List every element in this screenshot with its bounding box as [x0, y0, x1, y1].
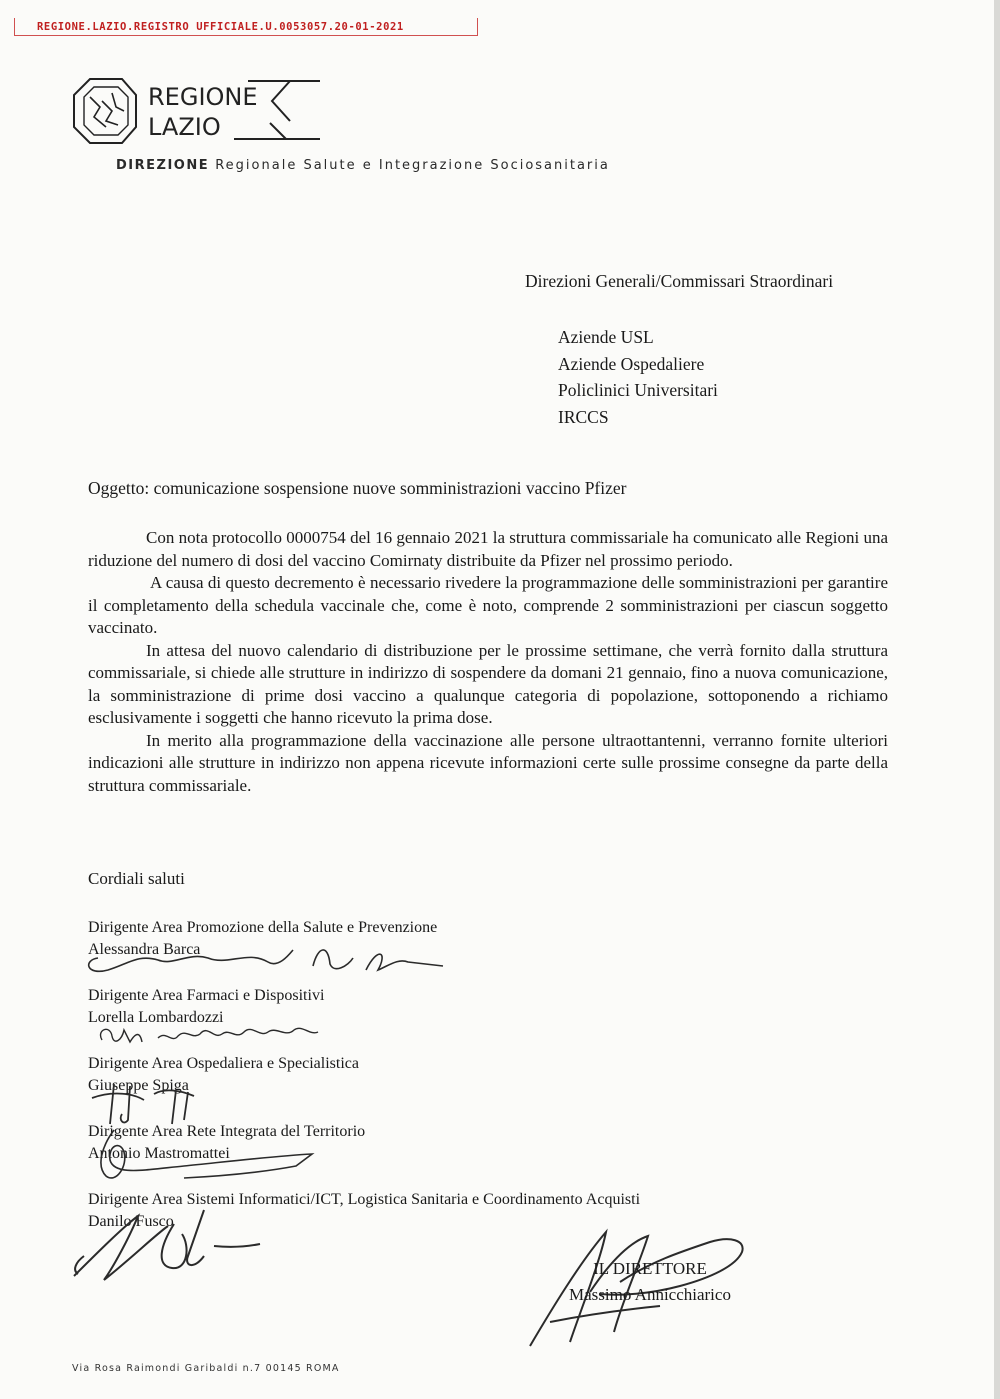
- logo-line-1: REGIONE: [148, 83, 258, 111]
- signatory-name: Antonio Mastromattei: [88, 1145, 230, 1162]
- recipient-item: Policlinici Universitari: [558, 380, 718, 400]
- director-signature-block: [520, 1256, 780, 1308]
- region-emblem-icon: [74, 79, 136, 143]
- footer-address: Via Rosa Raimondi Garibaldi n.7 00145 ROMA: [72, 1363, 340, 1374]
- signatory-block: [88, 917, 437, 961]
- protocol-stamp: REGIONE.LAZIO.REGISTRO UFFICIALE.U.0053057.20-01-2021: [14, 18, 478, 36]
- subject-line: Oggetto: comunicazione sospensione nuove somministrazioni vaccino Pfizer: [88, 478, 627, 498]
- signatory-role: Dirigente Area Promozione della Salute e Prevenzione: [88, 919, 438, 936]
- recipient-item: Aziende USL: [558, 327, 654, 347]
- signatory-block: [88, 1053, 359, 1097]
- signatory-block: [88, 1189, 640, 1233]
- page-edge: [994, 0, 1000, 1399]
- director-name: Massimo Annicchiarico: [569, 1285, 731, 1304]
- recipients-list: [558, 324, 718, 430]
- department-lead: DIREZIONE: [116, 158, 210, 173]
- signatory-role: Dirigente Area Rete Integrata del Territorio: [88, 1123, 366, 1140]
- signatory-block: [88, 985, 324, 1029]
- signatory-name: Giuseppe Spiga: [88, 1077, 189, 1094]
- body-paragraph: In attesa del nuovo calendario di distribuzione per le prossime settimane, che verrà fornito dalla struttura commissariale, si chiede alle strutture in indirizzo di sospendere da domani 21 gennaio, fino a nuova comunicazione, la somministrazione di prime dosi vaccino a qualunque categoria di popolazione, sottoponendo a richiamo esclusivamente i soggetti che hanno ricevuto la prima dose.: [88, 640, 888, 727]
- signatory-block: [88, 1121, 365, 1165]
- body-paragraph: Con nota protocollo 0000754 del 16 gennaio 2021 la struttura commissariale ha comunicato alle Regioni una riduzione del numero di dosi del vaccino Comirnaty distribuite da Pfizer nel prossimo periodo.: [88, 528, 888, 570]
- signatory-role: Dirigente Area Sistemi Informatici/ICT, Logistica Sanitaria e Coordinamento Acquisti: [88, 1191, 641, 1208]
- signatory-name: Danilo Fusco: [88, 1213, 174, 1230]
- letter-body: [88, 527, 888, 797]
- closing-greeting: Cordiali saluti: [88, 869, 185, 888]
- signatory-name: Alessandra Barca: [88, 941, 201, 958]
- signatory-role: Dirigente Area Farmaci e Dispositivi: [88, 987, 325, 1004]
- body-paragraph: A causa di questo decremento è necessario rivedere la programmazione delle somministrazioni per garantire il completamento della schedula vaccinale che, come è noto, comprende 2 somministrazioni per ciascun soggetto vaccinato.: [88, 573, 888, 637]
- signatory-name: Lorella Lombardozzi: [88, 1009, 224, 1026]
- department-heading: [116, 158, 610, 173]
- recipient-item: Aziende Ospedaliere: [558, 353, 705, 374]
- recipients-heading: Direzioni Generali/Commissari Straordinari: [525, 271, 834, 291]
- regione-lazio-logo: [72, 77, 332, 145]
- recipient-item: IRCCS: [558, 406, 609, 427]
- department-rest: Regionale Salute e Integrazione Sociosanitaria: [215, 158, 610, 173]
- logo-line-2: LAZIO: [148, 113, 221, 141]
- director-title: IL DIRETTORE: [593, 1259, 707, 1278]
- signatory-role: Dirigente Area Ospedaliera e Specialistica: [88, 1055, 359, 1072]
- body-paragraph: In merito alla programmazione della vaccinazione alle persone ultraottantenni, verranno fornite ulteriori indicazioni alle strutture in indirizzo non appena ricevute informazioni certe sulle prossime consegne da parte della struttura commissariale.: [88, 730, 888, 795]
